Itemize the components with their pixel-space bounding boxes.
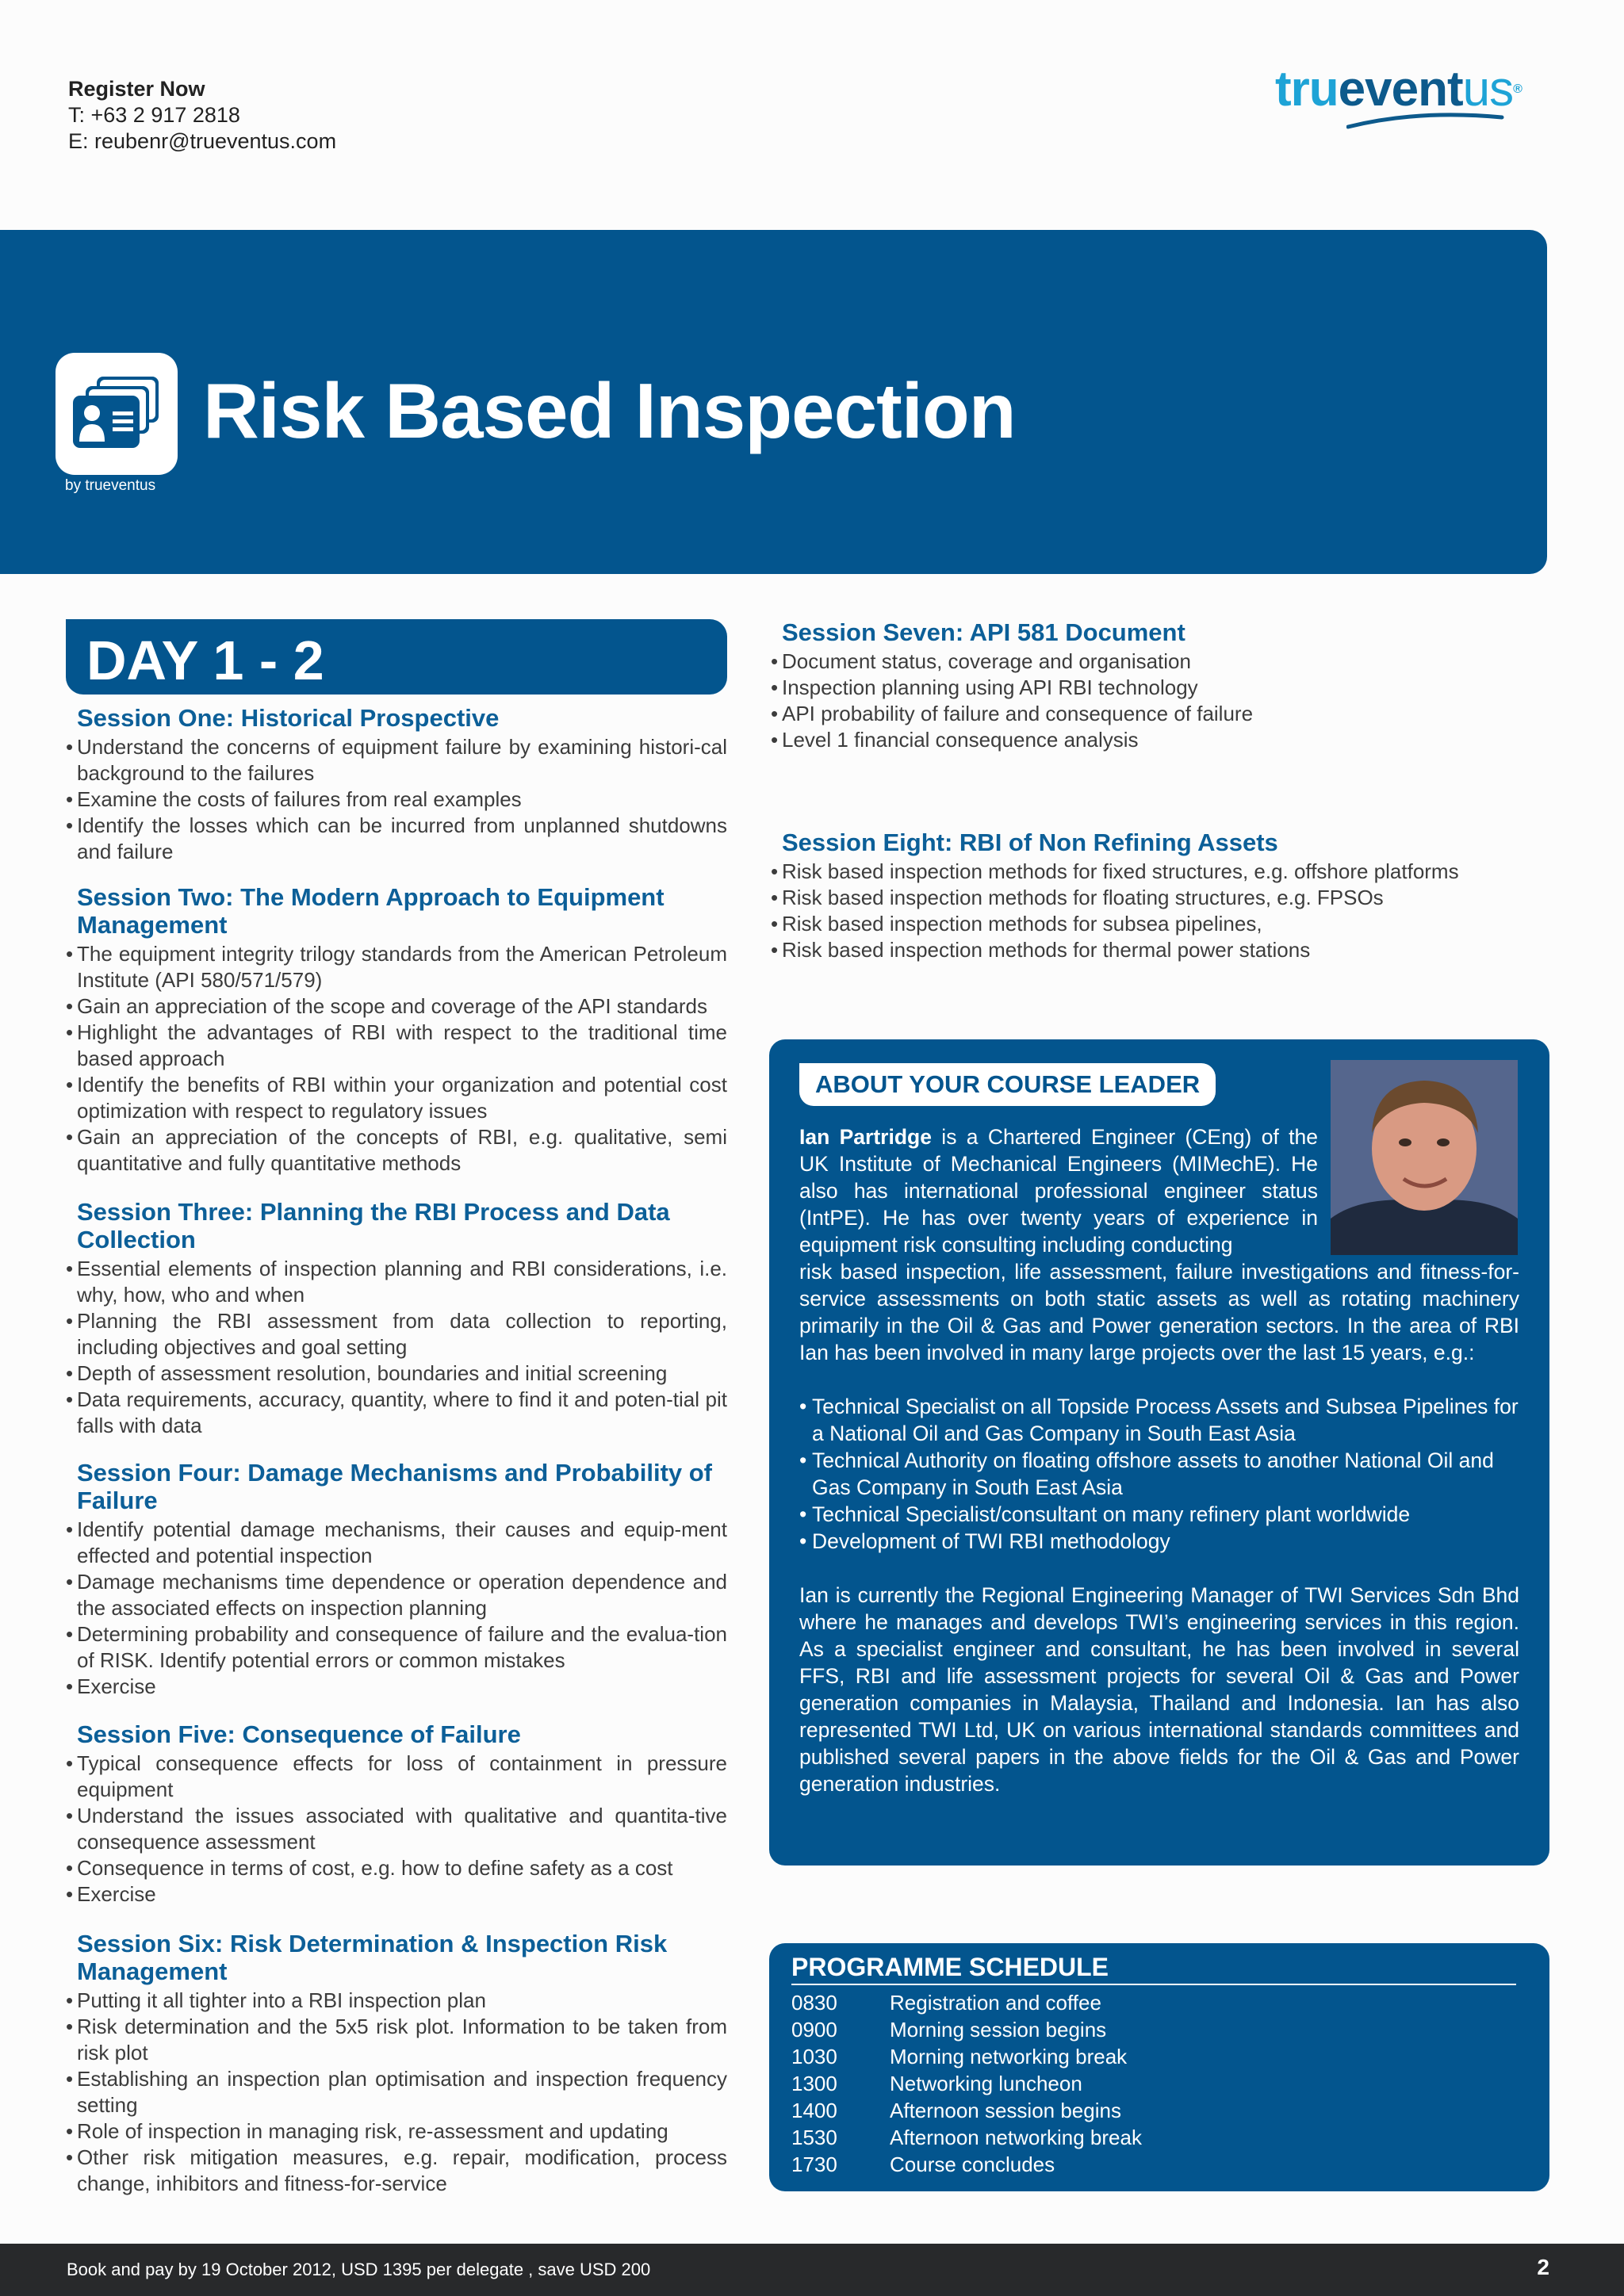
schedule-time: 1300 xyxy=(791,2072,837,2095)
logo-event: event xyxy=(1338,62,1463,117)
list-item: • Gain an appreciation of the scope and coverage of the API standards xyxy=(66,993,727,1020)
list-item: • Risk based inspection methods for fixed structures, e.g. offshore platforms xyxy=(771,859,1524,885)
register-now-label[interactable]: Register Now xyxy=(68,77,205,101)
schedule-time: 0900 xyxy=(791,2018,837,2042)
leader-bio xyxy=(799,1123,1519,1797)
session-title: Session Five: Consequence of Failure xyxy=(77,1720,521,1748)
day-label-pill xyxy=(66,619,727,695)
list-item: • API probability of failure and consequence of failure xyxy=(771,701,1524,727)
logo-us: us xyxy=(1462,62,1514,117)
list-item: • Risk based inspection methods for thermal power stations xyxy=(771,937,1524,963)
leader-closing: Ian is currently the Regional Engineering Manager of TWI Services Sdn Bhd where he manages and develops TWI’s engineering services in this region. As a specialist engineer and consultant, he has been involved in several FFS, RBI and life assessment projects for several Oil & Gas and Power generation companies in Malaysia, Thailand and Indonesia. Ian has also represented TWI Ltd, UK on various international standards committees and published several papers in the above fields for the Oil & Gas and Power generation industries. xyxy=(799,1583,1519,1796)
list-item: • Other risk mitigation measures, e.g. repair, modification, process change, inhibitors and fitness-for-service xyxy=(66,2145,727,2197)
list-item: • Damage mechanisms time dependence or operation dependence and the associated effects on inspection planning xyxy=(66,1569,727,1621)
session-eight xyxy=(771,828,1524,963)
email-address[interactable]: E: reubenr@trueventus.com xyxy=(68,129,337,153)
list-item: • Technical Specialist/consultant on many refinery plant worldwide xyxy=(799,1501,1519,1528)
list-item: • Data requirements, accuracy, quantity, where to find it and poten-tial pit falls with data xyxy=(66,1387,727,1439)
leader-intro: is a Chartered Engineer (CEng) of the UK Institute of Mechanical Engineers (MIMechE). He also has international professional engineer status (IntPE). He has over twenty years of experience in equipment risk consulting including conducting xyxy=(799,1125,1318,1257)
list-item: • Identify the benefits of RBI within your organization and potential cost optimization with respect to regulatory issues xyxy=(66,1072,727,1124)
schedule-event: Registration and coffee xyxy=(890,1991,1101,2015)
list-item: • Technical Authority on floating offshore assets to another National Oil and Gas Company in South East Asia xyxy=(799,1447,1519,1501)
schedule-time: 0830 xyxy=(791,1991,837,2015)
session-title: Session Four: Damage Mechanisms and Probability of Failure xyxy=(77,1459,713,1514)
course-leader-heading: ABOUT YOUR COURSE LEADER xyxy=(799,1063,1216,1106)
schedule-list xyxy=(791,1989,1142,2178)
course-leader-panel xyxy=(769,1039,1549,1866)
session-title: Session One: Historical Prospective xyxy=(77,704,500,732)
schedule-event: Morning session begins xyxy=(890,2018,1107,2042)
schedule-time: 1400 xyxy=(791,2099,837,2122)
banner-byline: by trueventus xyxy=(65,477,156,494)
list-item: • Risk based inspection methods for subsea pipelines, xyxy=(771,911,1524,937)
leader-name: Ian Partridge xyxy=(799,1125,932,1149)
page-title: Risk Based Inspection xyxy=(203,367,1016,454)
list-item: • Exercise xyxy=(66,1674,727,1700)
schedule-heading: PROGRAMME SCHEDULE xyxy=(791,1953,1516,1985)
schedule-event: Morning networking break xyxy=(890,2045,1128,2068)
list-item: • Inspection planning using API RBI technology xyxy=(771,675,1524,701)
schedule-event: Course concludes xyxy=(890,2152,1055,2176)
leader-projects-list xyxy=(799,1393,1519,1555)
page-number: 2 xyxy=(1537,2255,1549,2279)
schedule-row xyxy=(791,2043,1142,2070)
list-item: • Risk based inspection methods for floating structures, e.g. FPSOs xyxy=(771,885,1524,911)
list-item: • Understand the concerns of equipment failure by examining histori-cal background to the failures xyxy=(66,734,727,786)
session-title: Session Three: Planning the RBI Process and Data Collection xyxy=(77,1198,670,1253)
session-title: Session Eight: RBI of Non Refining Assets xyxy=(782,828,1278,856)
list-item: • Essential elements of inspection planning and RBI considerations, i.e. why, how, who and when xyxy=(66,1256,727,1308)
list-item: • Planning the RBI assessment from data collection to reporting, including objectives and goal setting xyxy=(66,1308,727,1360)
session-one xyxy=(66,704,727,865)
schedule-time: 1530 xyxy=(791,2126,837,2149)
list-item: • Putting it all tighter into a RBI inspection plan xyxy=(66,1988,727,2014)
list-item: • Document status, coverage and organisation xyxy=(771,649,1524,675)
logo-registered-mark: ® xyxy=(1513,82,1522,96)
list-item: • Highlight the advantages of RBI with respect to the traditional time based approach xyxy=(66,1020,727,1072)
id-cards-icon xyxy=(56,353,178,475)
list-item: • Risk determination and the 5x5 risk plot. Information to be taken from risk plot xyxy=(66,2014,727,2066)
schedule-row xyxy=(791,2070,1142,2097)
list-item: • Establishing an inspection plan optimisation and inspection frequency setting xyxy=(66,2066,727,2118)
logo-swoosh-icon xyxy=(1346,111,1505,130)
logo-tru: tru xyxy=(1275,62,1339,117)
schedule-event: Networking luncheon xyxy=(890,2072,1082,2095)
schedule-time: 1030 xyxy=(791,2045,837,2068)
list-item: • Identify the losses which can be incurred from unplanned shutdowns and failure xyxy=(66,813,727,865)
session-title: Session Two: The Modern Approach to Equipment Management xyxy=(77,883,665,939)
list-item: • Identify potential damage mechanisms, their causes and equip-ment effected and potential inspection xyxy=(66,1517,727,1569)
booking-offer-text: Book and pay by 19 October 2012, USD 1395 per delegate , save USD 200 xyxy=(67,2260,651,2279)
leader-intro-continued: risk based inspection, life assessment, failure investigations and fitness-for-service assessments on both static assets as well as rotating machinery primarily in the Oil & Gas and Power generation sectors. In the area of RBI Ian has been involved in many large projects over the last 15 years, e.g.: xyxy=(799,1260,1519,1364)
list-item: • Development of TWI RBI methodology xyxy=(799,1528,1519,1555)
session-two xyxy=(66,883,727,1177)
phone-number: T: +63 2 917 2818 xyxy=(68,103,240,127)
footer-bar xyxy=(0,2244,1624,2296)
list-item: • Examine the costs of failures from real examples xyxy=(66,786,727,813)
session-six xyxy=(66,1930,727,2197)
session-title: Session Seven: API 581 Document xyxy=(782,618,1185,646)
schedule-row xyxy=(791,2124,1142,2151)
list-item: • Determining probability and consequence of failure and the evalua-tion of RISK. Identify potential errors or common mistakes xyxy=(66,1621,727,1674)
list-item: • Depth of assessment resolution, boundaries and initial screening xyxy=(66,1360,727,1387)
list-item: • Consequence in terms of cost, e.g. how to define safety as a cost xyxy=(66,1855,727,1881)
schedule-time: 1730 xyxy=(791,2152,837,2176)
list-item: • Exercise xyxy=(66,1881,727,1908)
schedule-event: Afternoon session begins xyxy=(890,2099,1121,2122)
list-item: • Level 1 financial consequence analysis xyxy=(771,727,1524,753)
contact-block xyxy=(68,76,336,155)
programme-schedule-panel xyxy=(769,1943,1549,2191)
session-three xyxy=(66,1198,727,1439)
schedule-event: Afternoon networking break xyxy=(890,2126,1142,2149)
list-item: • Role of inspection in managing risk, re-assessment and updating xyxy=(66,2118,727,2145)
day-label: DAY 1 - 2 xyxy=(86,629,324,691)
schedule-row xyxy=(791,2097,1142,2124)
schedule-row xyxy=(791,2016,1142,2043)
session-title: Session Six: Risk Determination & Inspection Risk Management xyxy=(77,1930,668,1985)
trueventus-logo xyxy=(1275,62,1545,141)
session-seven xyxy=(771,618,1524,753)
list-item: • Gain an appreciation of the concepts of RBI, e.g. qualitative, semi quantitative and fully quantitative methods xyxy=(66,1124,727,1177)
list-item: • Typical consequence effects for loss of containment in pressure equipment xyxy=(66,1751,727,1803)
session-five xyxy=(66,1720,727,1908)
schedule-row xyxy=(791,2151,1142,2178)
list-item: • Understand the issues associated with qualitative and quantita-tive consequence assessment xyxy=(66,1803,727,1855)
schedule-row xyxy=(791,1989,1142,2016)
list-item: • The equipment integrity trilogy standards from the American Petroleum Institute (API 580/571/579) xyxy=(66,941,727,993)
list-item: • Technical Specialist on all Topside Process Assets and Subsea Pipelines for a National Oil and Gas Company in South East Asia xyxy=(799,1393,1519,1447)
session-four xyxy=(66,1459,727,1700)
